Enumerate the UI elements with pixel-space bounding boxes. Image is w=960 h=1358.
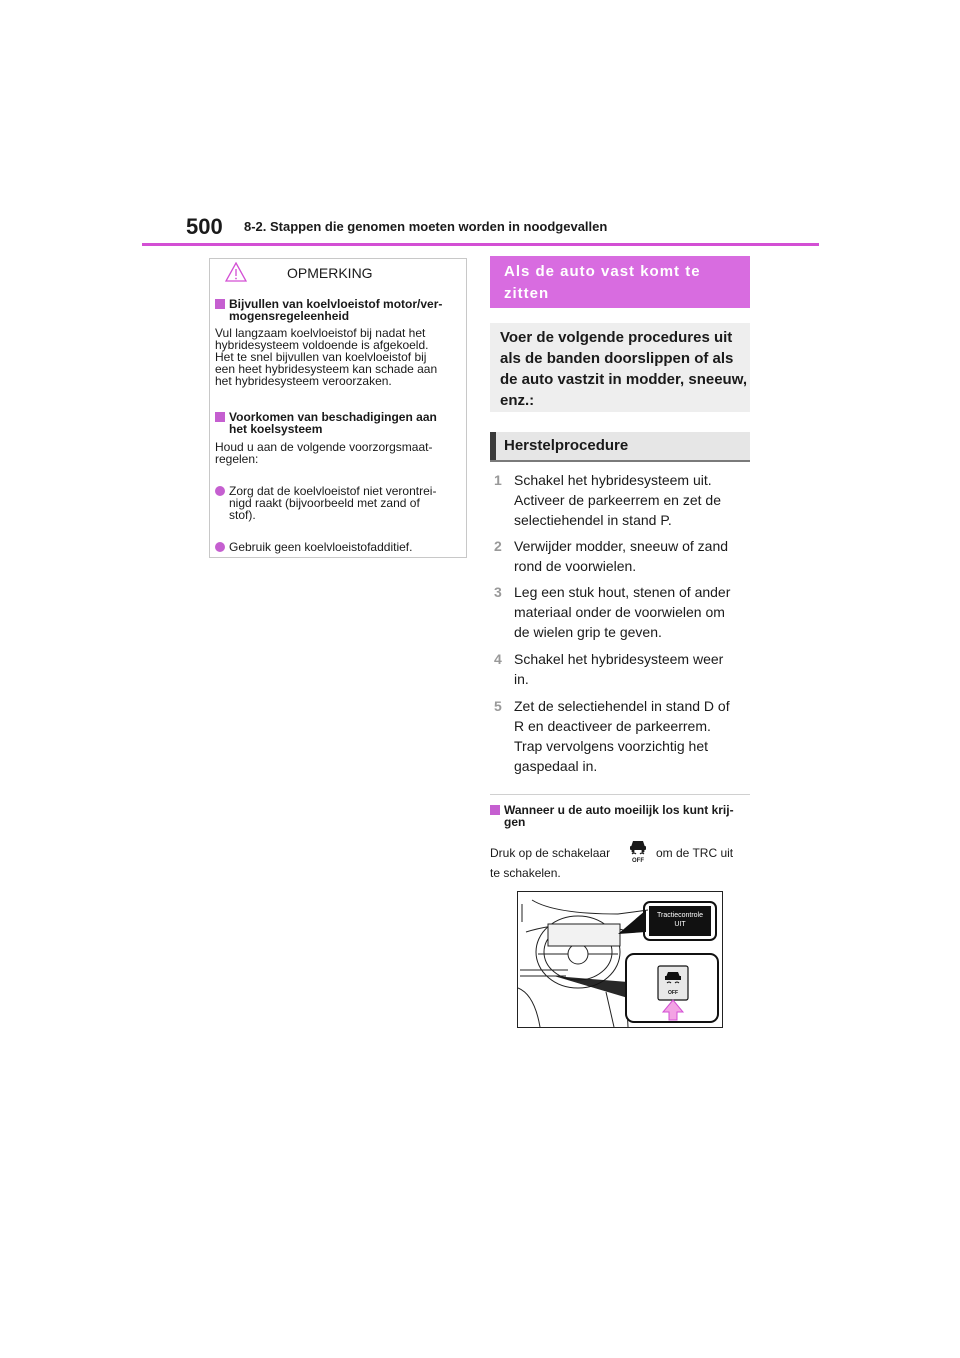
section-heading-line: Als de auto vast komt te [504,263,701,280]
square-bullet-icon [215,412,225,422]
note-section-heading [215,298,459,322]
procedure-step [494,470,750,530]
square-bullet-icon [490,805,500,815]
note-line: regelen: [215,452,259,466]
procedure-step [494,582,750,642]
step-line: gaspedaal in. [514,758,598,774]
intro-line: Voer de volgende procedures uit [500,329,733,346]
note-heading-line: Bijvullen van koelvloeistof motor/ver- [229,297,443,311]
note-line: Gebruik geen koelvloeistofadditief. [229,540,413,554]
note-line: nigd raakt (bijvoorbeeld met zand of [229,496,420,510]
note-line: het hybridesysteem veroorzaken. [215,374,392,388]
procedure-heading [490,432,750,462]
step-number: 1 [494,472,502,488]
step-line: Zet de selectiehendel in stand D of [514,698,730,714]
callout-line: UIT [674,921,686,928]
step-line: Verwijder modder, sneeuw of zand [514,538,729,554]
note-line: Zorg dat de koelvloeistof niet verontrei- [229,484,437,498]
note-title: OPMERKING [287,265,373,281]
step-line: de wielen grip te geven. [514,624,662,640]
trc-icon-caption: OFF [632,858,644,864]
note-line: Vul langzaam koelvloeistof bij nadat het [215,326,426,340]
trc-heading [490,804,752,828]
intro-line: de auto vastzit in modder, sneeuw, [500,371,747,388]
step-number: 4 [494,651,502,667]
intro-line: enz.: [500,392,535,409]
switch-caption: OFF [668,990,678,996]
step-line: Trap vervolgens voorzichtig het [514,738,709,754]
note-line: stof). [229,508,256,522]
note-box [209,258,467,558]
dashboard-illustration [517,891,723,1028]
trc-text: te schakelen. [490,866,561,880]
note-line: een heet hybridesysteem kan schade aan [215,362,438,376]
step-line: R en deactiveer de parkeerrem. [514,718,711,734]
intro-box [490,323,750,412]
trc-text: Druk op de schakelaar [490,846,611,860]
callout-line: Tractiecontrole [656,912,704,919]
step-number: 3 [494,584,502,600]
round-bullet-icon [215,542,225,552]
step-line: Schakel het hybridesysteem weer [514,651,724,667]
note-header [210,259,466,285]
section-heading-line: zitten [504,285,550,302]
trc-text: om de TRC uit [656,846,734,860]
intro-line: als de banden doorslippen of als [500,350,734,367]
trc-heading-line: Wanneer u de auto moeilijk los kunt krij- [504,803,734,817]
step-line: Leg een stuk hout, stenen of ander [514,584,731,600]
note-heading-line: mogensregeleenheid [229,309,350,323]
note-line: Houd u aan de volgende voorzorgsmaat- [215,440,433,454]
section-divider [490,794,750,795]
step-number: 5 [494,698,502,714]
step-line: in. [514,671,529,687]
procedure-step [494,696,750,776]
note-heading-line: het koelsysteem [229,422,323,436]
section-heading [490,256,750,308]
procedure-heading-bar [490,432,496,460]
procedure-title: Herstelprocedure [504,437,629,454]
note-bullet [215,485,459,521]
trc-off-switch-icon [628,838,648,864]
step-number: 2 [494,538,502,554]
header-rule [142,243,819,246]
step-line: materiaal onder de voorwielen om [514,604,725,620]
step-line: rond de voorwielen. [514,558,637,574]
note-section-heading [215,411,459,435]
section-title: 8-2. Stappen die genomen moeten worden in noodgevallen [244,219,608,234]
procedure-step [494,536,750,576]
trc-heading-line: gen [504,815,526,829]
note-heading-line: Voorkomen van beschadigingen aan [229,410,437,424]
page-number: 500 [186,214,223,239]
step-line: selectiehendel in stand P. [514,512,672,528]
note-bullet [215,541,459,553]
warning-triangle-icon [225,262,247,282]
procedure-step [494,649,750,689]
note-paragraph [215,327,463,387]
note-paragraph [215,441,463,465]
round-bullet-icon [215,486,225,496]
square-bullet-icon [215,299,225,309]
note-line: Het te snel bijvullen van koelvloeistof bij [215,350,427,364]
step-line: Schakel het hybridesysteem uit. [514,472,712,488]
step-line: Activeer de parkeerrem en zet de [514,492,721,508]
note-line: hybridesysteem voldoende is afgekoeld. [215,338,429,352]
callout-label [651,911,709,929]
